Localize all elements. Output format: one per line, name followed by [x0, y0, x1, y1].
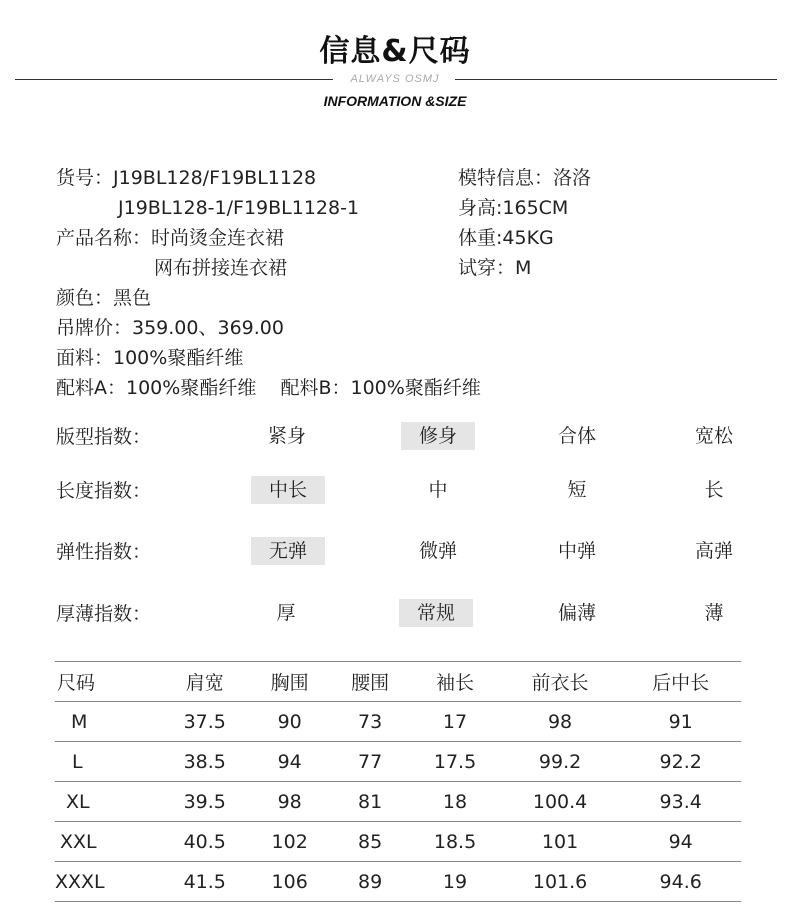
table-cell: XXXL	[55, 862, 160, 902]
table-cell: XXL	[55, 822, 160, 862]
model-weight: 体重:45KG	[458, 227, 554, 249]
fit-option: 合体	[557, 425, 596, 447]
table-cell: 18.5	[410, 822, 499, 862]
thickness-option: 偏薄	[557, 602, 596, 624]
size-table	[55, 661, 741, 902]
header-cell: 后中长	[620, 662, 741, 702]
model-height: 身高:165CM	[458, 197, 569, 219]
length-option: 中	[428, 479, 448, 501]
fit-option: 宽松	[694, 425, 733, 447]
table-cell: 91	[620, 702, 741, 742]
brand-tagline: ALWAYS OSMJ	[350, 73, 440, 85]
item-number: 货号：J19BL128/F19BL1128	[56, 167, 317, 189]
table-cell: 98	[249, 782, 329, 822]
model-fit-size: 试穿：M	[458, 257, 532, 279]
table-cell: 102	[249, 822, 329, 862]
table-cell: 94	[249, 742, 329, 782]
table-cell: 101.6	[500, 862, 621, 902]
header-cell: 前衣长	[500, 662, 621, 702]
elasticity-index-label: 弹性指数：	[56, 541, 152, 563]
table-cell: 93.4	[620, 782, 741, 822]
accessory-materials: 配料A：100%聚酯纤维 配料B：100%聚酯纤维	[56, 377, 481, 399]
table-cell: 41.5	[160, 862, 249, 902]
table-cell: 73	[330, 702, 410, 742]
header-cell: 胸围	[249, 662, 329, 702]
product-color: 颜色：黑色	[56, 287, 152, 309]
table-cell: 100.4	[500, 782, 621, 822]
table-cell: 90	[249, 702, 329, 742]
table-row	[55, 742, 741, 782]
thickness-index-label: 厚薄指数：	[56, 603, 152, 625]
fit-option: 紧身	[267, 425, 306, 447]
product-name-alt: 网布拼接连衣裙	[154, 257, 288, 279]
table-cell: 89	[330, 862, 410, 902]
table-cell: 94	[620, 822, 741, 862]
table-cell: L	[55, 742, 160, 782]
table-cell: M	[55, 702, 160, 742]
thickness-option: 薄	[704, 602, 724, 624]
header-cell: 腰围	[330, 662, 410, 702]
table-cell: 17	[410, 702, 499, 742]
table-row	[55, 702, 741, 742]
length-option: 长	[704, 479, 724, 501]
header-cell: 肩宽	[160, 662, 249, 702]
table-cell: 94.6	[620, 862, 741, 902]
elasticity-option: 微弹	[418, 540, 457, 562]
length-index-label: 长度指数：	[56, 480, 152, 502]
table-cell: 98	[500, 702, 621, 742]
item-number-alt: J19BL128-1/F19BL1128-1	[118, 197, 360, 219]
elasticity-option: 高弹	[694, 540, 733, 562]
product-name: 产品名称：时尚烫金连衣裙	[56, 227, 285, 249]
page-subtitle: INFORMATION &SIZE	[323, 93, 467, 109]
table-cell: 19	[410, 862, 499, 902]
table-row	[55, 782, 741, 822]
page-title: 信息&尺码	[319, 34, 471, 69]
elasticity-option: 无弹	[251, 537, 325, 565]
table-cell: 38.5	[160, 742, 249, 782]
table-row	[55, 822, 741, 862]
table-cell: 37.5	[160, 702, 249, 742]
tag-price: 吊牌价：359.00、369.00	[56, 317, 284, 339]
table-cell: 106	[249, 862, 329, 902]
table-cell: 99.2	[500, 742, 621, 782]
table-cell: 85	[330, 822, 410, 862]
length-option: 中长	[251, 476, 325, 504]
table-cell: 39.5	[160, 782, 249, 822]
model-info: 模特信息：洛洛	[458, 167, 592, 189]
header-cell: 袖长	[410, 662, 499, 702]
thickness-option: 厚	[276, 602, 296, 624]
fabric: 面料：100%聚酯纤维	[56, 347, 244, 369]
header-cell: 尺码	[55, 662, 160, 702]
table-cell: 81	[330, 782, 410, 822]
table-cell: 101	[500, 822, 621, 862]
length-option: 短	[567, 479, 587, 501]
fit-index-label: 版型指数：	[56, 426, 152, 448]
table-cell: 77	[330, 742, 410, 782]
table-cell: 92.2	[620, 742, 741, 782]
table-cell: 18	[410, 782, 499, 822]
fit-option: 修身	[401, 422, 475, 450]
size-table-header	[55, 662, 741, 702]
table-row	[55, 862, 741, 902]
table-cell: 17.5	[410, 742, 499, 782]
table-cell: 40.5	[160, 822, 249, 862]
table-cell: XL	[55, 782, 160, 822]
thickness-option: 常规	[399, 599, 473, 627]
elasticity-option: 中弹	[557, 540, 596, 562]
